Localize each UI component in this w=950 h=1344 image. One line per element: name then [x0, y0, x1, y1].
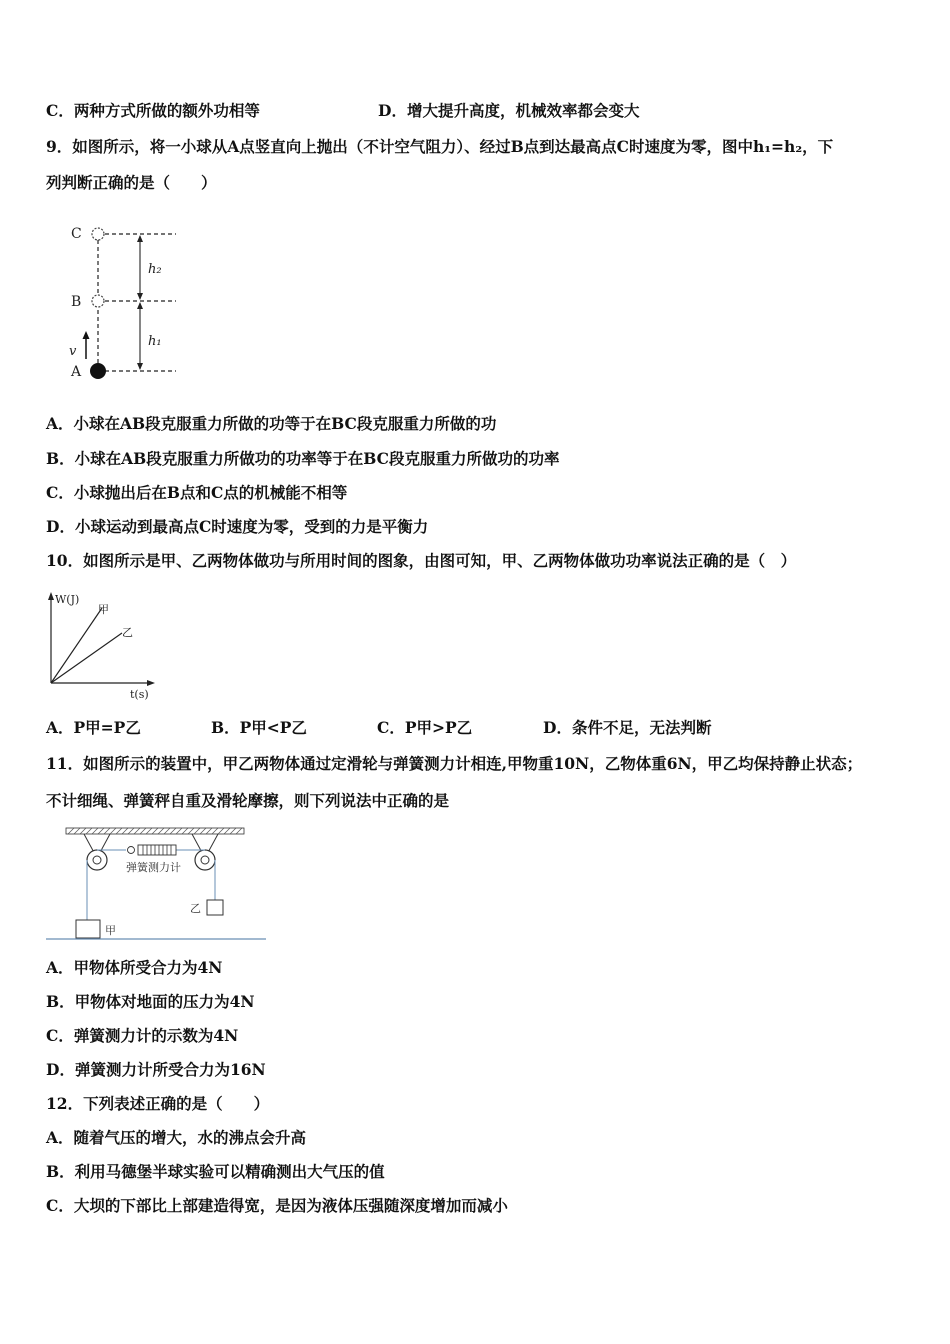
q9-figure: [60, 218, 190, 388]
x-axis-label: t(s): [130, 688, 149, 701]
y-axis-label: W(J): [55, 593, 80, 606]
label-c: C: [71, 226, 82, 242]
label-v: v: [69, 344, 77, 359]
q11-stem-line1: 11．如图所示的装置中，甲乙两物体通过定滑轮与弹簧测力计相连,甲物重10N，乙物体重6N，甲乙均保持静止状态；: [46, 754, 863, 773]
block-yi: [207, 900, 223, 915]
spring-label: 弹簧测力计: [126, 861, 181, 874]
q10-graph: [42, 588, 162, 704]
label-jia: 甲: [105, 924, 116, 937]
q11-option-b: B．甲物体对地面的压力为4N: [46, 992, 255, 1011]
q10-option-d: D．条件不足，无法判断: [543, 718, 712, 737]
q12-stem: 12．下列表述正确的是（ ）: [46, 1094, 270, 1113]
label-yi: 乙: [122, 626, 133, 639]
q10-option-a: A．P甲=P乙: [46, 718, 141, 737]
q9-stem-line2: 列判断正确的是（ ）: [46, 173, 217, 192]
ball-at-b: [92, 295, 104, 307]
y-axis-arrowhead: [48, 592, 54, 600]
q12-option-b: B．利用马德堡半球实验可以精确测出大气压的值: [46, 1162, 385, 1181]
block-jia: [76, 920, 100, 938]
q9-stem-line1: 9．如图所示，将一小球从A点竖直向上抛出（不计空气阻力）、经过B点到达最高点C时速度为零，图中h₁=h₂，下: [46, 137, 834, 156]
spring-scale: [138, 845, 176, 855]
right-pulley: [195, 850, 215, 870]
q9-option-b: B．小球在AB段克服重力所做功的功率等于在BC段克服重力所做功的功率: [46, 449, 560, 468]
label-yi: 乙: [190, 902, 201, 915]
q11-stem-line2: 不计细绳、弹簧秤自重及滑轮摩擦，则下列说法中正确的是: [46, 791, 450, 810]
line-yi: [51, 633, 122, 683]
q9-option-d: D．小球运动到最高点C时速度为零，受到的力是平衡力: [46, 517, 429, 536]
q11-option-d: D．弹簧测力计所受合力为16N: [46, 1060, 266, 1079]
left-pulley: [87, 850, 107, 870]
q10-stem: 10．如图所示是甲、乙两物体做功与所用时间的图象，由图可知，甲、乙两物体做功功率说法正确的是（ ）: [46, 551, 797, 570]
q10-option-c: C．P甲>P乙: [377, 718, 473, 737]
q9-option-a: A．小球在AB段克服重力所做的功等于在BC段克服重力所做的功: [46, 414, 497, 433]
q11-figure: [44, 824, 270, 944]
line-jia: [51, 608, 102, 683]
label-h1: h₁: [148, 334, 162, 349]
ball-at-a: [90, 363, 106, 379]
velocity-arrowhead: [83, 331, 90, 339]
q11-option-a: A．甲物体所受合力为4N: [46, 958, 223, 977]
label-h2: h₂: [148, 262, 162, 277]
label-jia: 甲: [98, 603, 109, 616]
q12-option-a: A．随着气压的增大，水的沸点会升高: [46, 1128, 307, 1147]
q12-option-c: C．大坝的下部比上部建造得宽，是因为液体压强随深度增加而减小: [46, 1196, 508, 1215]
x-axis-arrowhead: [147, 680, 155, 686]
ball-at-c: [92, 228, 104, 240]
label-b: B: [71, 294, 82, 310]
label-a: A: [71, 364, 82, 380]
q11-option-c: C．弹簧测力计的示数为4N: [46, 1026, 239, 1045]
q10-option-b: B．P甲<P乙: [211, 718, 307, 737]
q8-option-c: C．两种方式所做的额外功相等: [46, 101, 260, 120]
q9-option-c: C．小球抛出后在B点和C点的机械能不相等: [46, 483, 348, 502]
q8-option-d: D．增大提升高度，机械效率都会变大: [378, 101, 640, 120]
